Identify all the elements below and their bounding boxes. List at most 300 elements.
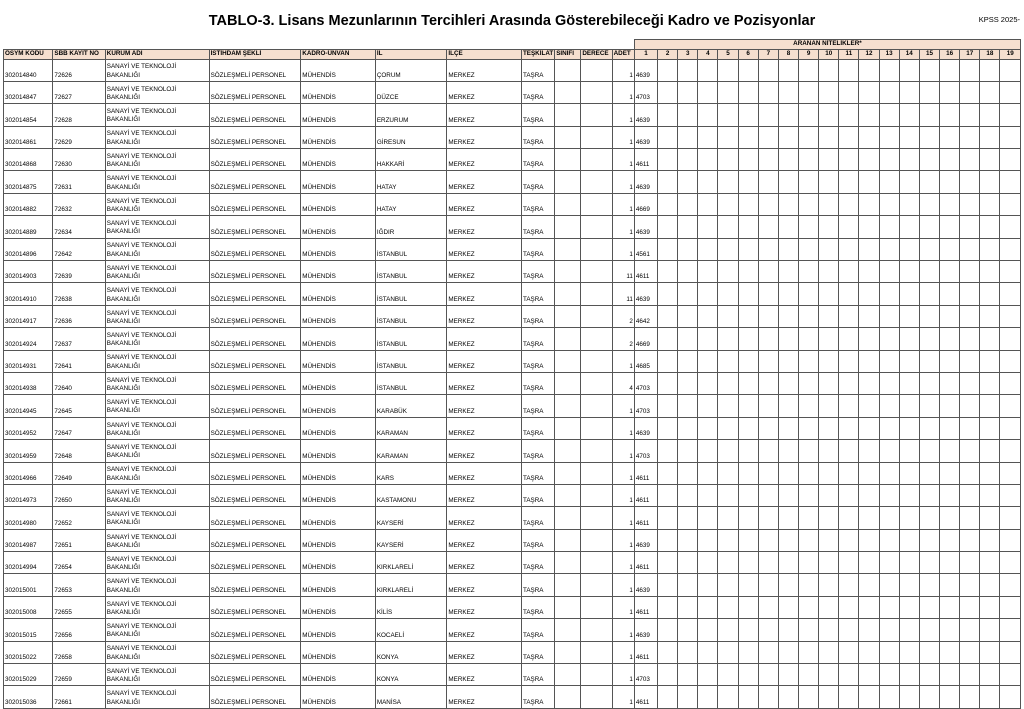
- column-header: İLÇE: [447, 49, 522, 59]
- nitelik-empty-cell: [718, 574, 738, 596]
- nitelik-empty-cell: [819, 216, 839, 238]
- nitelik-empty-cell: [738, 216, 758, 238]
- kadro-cell: MÜHENDİS: [301, 507, 376, 529]
- nitelik-empty-cell: [758, 171, 778, 193]
- nitelik-empty-cell: [960, 596, 980, 618]
- nitelik-empty-cell: [1000, 216, 1021, 238]
- osym-code-cell: 302014896: [4, 238, 53, 260]
- nitelik-empty-cell: [698, 529, 718, 551]
- nitelik-empty-cell: [899, 462, 919, 484]
- kurum-cell: SANAYİ VE TEKNOLOJİ BAKANLIĞI: [105, 596, 209, 618]
- derece-cell: [581, 395, 612, 417]
- nitelik-number-header: 15: [919, 49, 939, 59]
- osym-code-cell: 302014910: [4, 283, 53, 305]
- nitelik-empty-cell: [799, 328, 819, 350]
- nitelik-empty-cell: [678, 507, 698, 529]
- nitelik-empty-cell: [879, 81, 899, 103]
- nitelik-empty-cell: [698, 305, 718, 327]
- nitelik-empty-cell: [698, 664, 718, 686]
- derece-cell: [581, 664, 612, 686]
- derece-cell: [581, 686, 612, 708]
- il-cell: İSTANBUL: [375, 305, 447, 327]
- nitelik-empty-cell: [980, 104, 1000, 126]
- teskilat-cell: TAŞRA: [521, 529, 554, 551]
- nitelik-number-header: 3: [678, 49, 698, 59]
- istihdam-cell: SÖZLEŞMELİ PERSONEL: [209, 104, 301, 126]
- nitelik-number-header: 5: [718, 49, 738, 59]
- osym-code-cell: 302014966: [4, 462, 53, 484]
- ilce-cell: MERKEZ: [447, 686, 522, 708]
- ilce-cell: MERKEZ: [447, 238, 522, 260]
- nitelik-empty-cell: [980, 283, 1000, 305]
- nitelik-empty-cell: [940, 664, 960, 686]
- nitelik-empty-cell: [960, 574, 980, 596]
- nitelik-empty-cell: [778, 81, 798, 103]
- kadro-cell: MÜHENDİS: [301, 440, 376, 462]
- nitelik-empty-cell: [718, 664, 738, 686]
- nitelik-empty-cell: [919, 104, 939, 126]
- nitelik-empty-cell: [778, 193, 798, 215]
- nitelik-empty-cell: [839, 171, 859, 193]
- nitelik-empty-cell: [960, 149, 980, 171]
- nitelik-empty-cell: [678, 462, 698, 484]
- kadro-cell: MÜHENDİS: [301, 350, 376, 372]
- nitelik-empty-cell: [678, 126, 698, 148]
- sbb-no-cell: 72630: [53, 149, 105, 171]
- nitelik-empty-cell: [940, 417, 960, 439]
- nitelik-empty-cell: [678, 619, 698, 641]
- ilce-cell: MERKEZ: [447, 619, 522, 641]
- nitelik-empty-cell: [980, 81, 1000, 103]
- nitelik-empty-cell: [919, 305, 939, 327]
- nitelik-empty-cell: [819, 596, 839, 618]
- kurum-cell: SANAYİ VE TEKNOLOJİ BAKANLIĞI: [105, 619, 209, 641]
- nitelik-empty-cell: [940, 305, 960, 327]
- nitelik-1-cell: 4703: [634, 372, 657, 394]
- adet-cell: 1: [612, 619, 634, 641]
- derece-cell: [581, 462, 612, 484]
- nitelik-empty-cell: [758, 350, 778, 372]
- kurum-cell: SANAYİ VE TEKNOLOJİ BAKANLIĞI: [105, 529, 209, 551]
- il-cell: İSTANBUL: [375, 350, 447, 372]
- derece-cell: [581, 529, 612, 551]
- nitelik-empty-cell: [819, 305, 839, 327]
- kadro-cell: MÜHENDİS: [301, 193, 376, 215]
- osym-code-cell: 302014875: [4, 171, 53, 193]
- nitelik-empty-cell: [940, 283, 960, 305]
- ilce-cell: MERKEZ: [447, 462, 522, 484]
- nitelik-empty-cell: [839, 462, 859, 484]
- nitelik-empty-cell: [678, 596, 698, 618]
- nitelik-empty-cell: [698, 104, 718, 126]
- nitelik-empty-cell: [718, 238, 738, 260]
- nitelik-empty-cell: [839, 328, 859, 350]
- nitelik-empty-cell: [778, 171, 798, 193]
- nitelik-empty-cell: [879, 664, 899, 686]
- nitelik-empty-cell: [778, 328, 798, 350]
- derece-cell: [581, 283, 612, 305]
- nitelik-empty-cell: [738, 686, 758, 708]
- nitelik-1-cell: 4703: [634, 664, 657, 686]
- nitelik-empty-cell: [960, 372, 980, 394]
- nitelik-empty-cell: [658, 552, 678, 574]
- osym-code-cell: 302014952: [4, 417, 53, 439]
- nitelik-empty-cell: [839, 664, 859, 686]
- nitelik-empty-cell: [839, 641, 859, 663]
- nitelik-empty-cell: [839, 305, 859, 327]
- nitelik-empty-cell: [698, 149, 718, 171]
- nitelik-empty-cell: [658, 104, 678, 126]
- il-cell: HATAY: [375, 193, 447, 215]
- sinifi-cell: [555, 104, 581, 126]
- nitelik-empty-cell: [859, 552, 879, 574]
- nitelik-empty-cell: [778, 686, 798, 708]
- nitelik-empty-cell: [839, 484, 859, 506]
- istihdam-cell: SÖZLEŞMELİ PERSONEL: [209, 305, 301, 327]
- nitelik-empty-cell: [839, 104, 859, 126]
- nitelik-empty-cell: [758, 664, 778, 686]
- nitelik-empty-cell: [658, 171, 678, 193]
- nitelik-empty-cell: [919, 395, 939, 417]
- nitelik-empty-cell: [980, 664, 1000, 686]
- sinifi-cell: [555, 686, 581, 708]
- nitelik-1-cell: 4611: [634, 462, 657, 484]
- nitelik-empty-cell: [678, 193, 698, 215]
- nitelik-empty-cell: [658, 440, 678, 462]
- nitelik-empty-cell: [738, 552, 758, 574]
- nitelik-empty-cell: [678, 440, 698, 462]
- nitelik-empty-cell: [899, 193, 919, 215]
- ilce-cell: MERKEZ: [447, 484, 522, 506]
- osym-code-cell: 302014959: [4, 440, 53, 462]
- teskilat-cell: TAŞRA: [521, 417, 554, 439]
- nitelik-empty-cell: [980, 395, 1000, 417]
- nitelik-empty-cell: [698, 574, 718, 596]
- sbb-no-cell: 72638: [53, 283, 105, 305]
- nitelik-empty-cell: [678, 664, 698, 686]
- nitelik-empty-cell: [1000, 619, 1021, 641]
- adet-cell: 1: [612, 193, 634, 215]
- osym-code-cell: 302015029: [4, 664, 53, 686]
- nitelik-number-header: 12: [859, 49, 879, 59]
- nitelik-empty-cell: [919, 462, 939, 484]
- nitelik-empty-cell: [940, 462, 960, 484]
- blank-header-cell: [4, 40, 635, 50]
- nitelik-empty-cell: [778, 216, 798, 238]
- nitelik-empty-cell: [778, 395, 798, 417]
- nitelik-empty-cell: [919, 261, 939, 283]
- nitelik-empty-cell: [879, 372, 899, 394]
- nitelik-empty-cell: [940, 171, 960, 193]
- teskilat-cell: TAŞRA: [521, 641, 554, 663]
- nitelik-empty-cell: [819, 350, 839, 372]
- sinifi-cell: [555, 552, 581, 574]
- osym-code-cell: 302014994: [4, 552, 53, 574]
- nitelik-empty-cell: [1000, 395, 1021, 417]
- kadro-cell: MÜHENDİS: [301, 328, 376, 350]
- sinifi-cell: [555, 350, 581, 372]
- il-cell: KARABÜK: [375, 395, 447, 417]
- nitelik-empty-cell: [819, 484, 839, 506]
- nitelik-empty-cell: [1000, 193, 1021, 215]
- nitelik-empty-cell: [758, 484, 778, 506]
- nitelik-empty-cell: [980, 619, 1000, 641]
- adet-cell: 1: [612, 574, 634, 596]
- il-cell: İSTANBUL: [375, 372, 447, 394]
- nitelik-empty-cell: [678, 574, 698, 596]
- nitelik-empty-cell: [799, 149, 819, 171]
- sbb-no-cell: 72634: [53, 216, 105, 238]
- nitelik-number-header: 8: [778, 49, 798, 59]
- nitelik-empty-cell: [738, 507, 758, 529]
- nitelik-empty-cell: [718, 350, 738, 372]
- nitelik-empty-cell: [758, 686, 778, 708]
- nitelik-empty-cell: [899, 238, 919, 260]
- sinifi-cell: [555, 238, 581, 260]
- nitelik-empty-cell: [1000, 328, 1021, 350]
- nitelik-empty-cell: [758, 238, 778, 260]
- nitelik-number-header: 6: [738, 49, 758, 59]
- il-cell: KİLİS: [375, 596, 447, 618]
- nitelik-empty-cell: [758, 395, 778, 417]
- nitelik-1-cell: 4639: [634, 529, 657, 551]
- nitelik-empty-cell: [839, 574, 859, 596]
- teskilat-cell: TAŞRA: [521, 193, 554, 215]
- kadro-cell: MÜHENDİS: [301, 81, 376, 103]
- nitelik-empty-cell: [940, 686, 960, 708]
- nitelik-empty-cell: [658, 261, 678, 283]
- sbb-no-cell: 72647: [53, 417, 105, 439]
- sbb-no-cell: 72645: [53, 395, 105, 417]
- nitelik-empty-cell: [698, 283, 718, 305]
- kurum-cell: SANAYİ VE TEKNOLOJİ BAKANLIĞI: [105, 350, 209, 372]
- nitelik-empty-cell: [738, 641, 758, 663]
- nitelik-empty-cell: [778, 238, 798, 260]
- istihdam-cell: SÖZLEŞMELİ PERSONEL: [209, 417, 301, 439]
- nitelik-empty-cell: [940, 529, 960, 551]
- nitelik-empty-cell: [658, 149, 678, 171]
- nitelik-empty-cell: [718, 126, 738, 148]
- kadro-cell: MÜHENDİS: [301, 261, 376, 283]
- nitelik-empty-cell: [778, 261, 798, 283]
- kadro-cell: MÜHENDİS: [301, 149, 376, 171]
- nitelik-empty-cell: [940, 619, 960, 641]
- sinifi-cell: [555, 81, 581, 103]
- nitelik-empty-cell: [819, 552, 839, 574]
- column-header: SINIFI: [555, 49, 581, 59]
- sinifi-cell: [555, 283, 581, 305]
- nitelik-empty-cell: [940, 149, 960, 171]
- nitelik-empty-cell: [658, 462, 678, 484]
- ilce-cell: MERKEZ: [447, 283, 522, 305]
- kurum-cell: SANAYİ VE TEKNOLOJİ BAKANLIĞI: [105, 395, 209, 417]
- nitelik-empty-cell: [940, 574, 960, 596]
- nitelik-empty-cell: [919, 507, 939, 529]
- nitelik-empty-cell: [698, 126, 718, 148]
- istihdam-cell: SÖZLEŞMELİ PERSONEL: [209, 664, 301, 686]
- nitelik-1-cell: 4639: [634, 126, 657, 148]
- kurum-cell: SANAYİ VE TEKNOLOJİ BAKANLIĞI: [105, 238, 209, 260]
- nitelik-empty-cell: [899, 171, 919, 193]
- nitelik-empty-cell: [899, 305, 919, 327]
- nitelik-empty-cell: [859, 619, 879, 641]
- nitelik-empty-cell: [718, 81, 738, 103]
- nitelik-empty-cell: [698, 372, 718, 394]
- nitelik-1-cell: 4639: [634, 283, 657, 305]
- nitelik-empty-cell: [1000, 81, 1021, 103]
- nitelik-empty-cell: [899, 350, 919, 372]
- nitelik-empty-cell: [980, 686, 1000, 708]
- nitelik-empty-cell: [819, 462, 839, 484]
- nitelik-empty-cell: [698, 261, 718, 283]
- nitelik-empty-cell: [698, 641, 718, 663]
- nitelik-empty-cell: [839, 261, 859, 283]
- il-cell: KARAMAN: [375, 440, 447, 462]
- nitelik-empty-cell: [658, 664, 678, 686]
- nitelik-empty-cell: [778, 664, 798, 686]
- kadro-cell: MÜHENDİS: [301, 552, 376, 574]
- nitelik-empty-cell: [799, 664, 819, 686]
- nitelik-empty-cell: [960, 462, 980, 484]
- nitelik-empty-cell: [980, 462, 1000, 484]
- osym-code-cell: 302014938: [4, 372, 53, 394]
- nitelik-empty-cell: [738, 193, 758, 215]
- nitelik-empty-cell: [758, 529, 778, 551]
- column-header: ÖSYM KODU: [4, 49, 53, 59]
- nitelik-empty-cell: [799, 417, 819, 439]
- nitelik-empty-cell: [980, 440, 1000, 462]
- derece-cell: [581, 372, 612, 394]
- adet-cell: 1: [612, 507, 634, 529]
- nitelik-empty-cell: [718, 440, 738, 462]
- nitelik-empty-cell: [678, 81, 698, 103]
- nitelik-empty-cell: [839, 216, 859, 238]
- table-row: [4, 283, 1021, 305]
- nitelik-empty-cell: [1000, 484, 1021, 506]
- il-cell: İSTANBUL: [375, 261, 447, 283]
- teskilat-cell: TAŞRA: [521, 216, 554, 238]
- ilce-cell: MERKEZ: [447, 641, 522, 663]
- nitelik-empty-cell: [879, 417, 899, 439]
- adet-cell: 2: [612, 328, 634, 350]
- istihdam-cell: SÖZLEŞMELİ PERSONEL: [209, 126, 301, 148]
- sbb-no-cell: 72656: [53, 619, 105, 641]
- nitelik-empty-cell: [879, 619, 899, 641]
- derece-cell: [581, 305, 612, 327]
- nitelik-1-cell: 4611: [634, 596, 657, 618]
- osym-code-cell: 302014987: [4, 529, 53, 551]
- istihdam-cell: SÖZLEŞMELİ PERSONEL: [209, 462, 301, 484]
- nitelik-empty-cell: [859, 171, 879, 193]
- sbb-no-cell: 72627: [53, 81, 105, 103]
- nitelik-empty-cell: [1000, 261, 1021, 283]
- kurum-cell: SANAYİ VE TEKNOLOJİ BAKANLIĞI: [105, 686, 209, 708]
- nitelik-1-cell: 4669: [634, 193, 657, 215]
- nitelik-number-header: 13: [879, 49, 899, 59]
- derece-cell: [581, 596, 612, 618]
- kadro-cell: MÜHENDİS: [301, 216, 376, 238]
- nitelik-1-cell: 4611: [634, 149, 657, 171]
- sinifi-cell: [555, 484, 581, 506]
- nitelik-empty-cell: [899, 81, 919, 103]
- kurum-cell: SANAYİ VE TEKNOLOJİ BAKANLIĞI: [105, 305, 209, 327]
- kadro-cell: MÜHENDİS: [301, 283, 376, 305]
- nitelik-empty-cell: [658, 238, 678, 260]
- nitelik-empty-cell: [758, 216, 778, 238]
- nitelik-empty-cell: [859, 149, 879, 171]
- nitelik-empty-cell: [940, 193, 960, 215]
- nitelik-empty-cell: [718, 686, 738, 708]
- nitelik-empty-cell: [899, 686, 919, 708]
- nitelik-empty-cell: [799, 126, 819, 148]
- nitelik-empty-cell: [960, 283, 980, 305]
- ilce-cell: MERKEZ: [447, 216, 522, 238]
- nitelik-empty-cell: [698, 81, 718, 103]
- nitelik-empty-cell: [980, 193, 1000, 215]
- nitelik-empty-cell: [879, 686, 899, 708]
- teskilat-cell: TAŞRA: [521, 686, 554, 708]
- ilce-cell: MERKEZ: [447, 552, 522, 574]
- il-cell: KIRKLARELİ: [375, 552, 447, 574]
- nitelik-empty-cell: [879, 261, 899, 283]
- teskilat-cell: TAŞRA: [521, 283, 554, 305]
- nitelik-empty-cell: [658, 350, 678, 372]
- osym-code-cell: 302015022: [4, 641, 53, 663]
- nitelik-empty-cell: [940, 81, 960, 103]
- nitelik-empty-cell: [799, 686, 819, 708]
- nitelik-empty-cell: [859, 462, 879, 484]
- nitelik-empty-cell: [960, 261, 980, 283]
- sinifi-cell: [555, 261, 581, 283]
- nitelik-empty-cell: [940, 641, 960, 663]
- nitelik-empty-cell: [879, 596, 899, 618]
- column-header: SBB KAYIT NO: [53, 49, 105, 59]
- nitelik-empty-cell: [678, 171, 698, 193]
- nitelik-empty-cell: [859, 664, 879, 686]
- nitelik-empty-cell: [738, 171, 758, 193]
- kadro-cell: MÜHENDİS: [301, 372, 376, 394]
- istihdam-cell: SÖZLEŞMELİ PERSONEL: [209, 529, 301, 551]
- nitelik-empty-cell: [678, 149, 698, 171]
- nitelik-empty-cell: [919, 686, 939, 708]
- nitelik-1-cell: 4639: [634, 171, 657, 193]
- table-row: [4, 59, 1021, 81]
- teskilat-cell: TAŞRA: [521, 305, 554, 327]
- il-cell: İSTANBUL: [375, 283, 447, 305]
- nitelik-empty-cell: [919, 81, 939, 103]
- nitelik-empty-cell: [899, 417, 919, 439]
- nitelik-1-cell: 4611: [634, 484, 657, 506]
- nitelik-empty-cell: [658, 216, 678, 238]
- nitelik-empty-cell: [1000, 596, 1021, 618]
- nitelik-empty-cell: [778, 59, 798, 81]
- il-cell: MANİSA: [375, 686, 447, 708]
- aranan-nitelikler-header: ARANAN NİTELİKLER*: [634, 40, 1020, 50]
- kurum-cell: SANAYİ VE TEKNOLOJİ BAKANLIĞI: [105, 104, 209, 126]
- nitelik-empty-cell: [698, 417, 718, 439]
- nitelik-empty-cell: [799, 440, 819, 462]
- nitelik-empty-cell: [1000, 574, 1021, 596]
- nitelik-empty-cell: [738, 283, 758, 305]
- adet-cell: 1: [612, 484, 634, 506]
- nitelik-empty-cell: [799, 574, 819, 596]
- kadro-cell: MÜHENDİS: [301, 574, 376, 596]
- kadro-cell: MÜHENDİS: [301, 238, 376, 260]
- nitelik-empty-cell: [819, 686, 839, 708]
- nitelik-empty-cell: [738, 596, 758, 618]
- nitelik-number-header: 10: [819, 49, 839, 59]
- nitelik-empty-cell: [778, 574, 798, 596]
